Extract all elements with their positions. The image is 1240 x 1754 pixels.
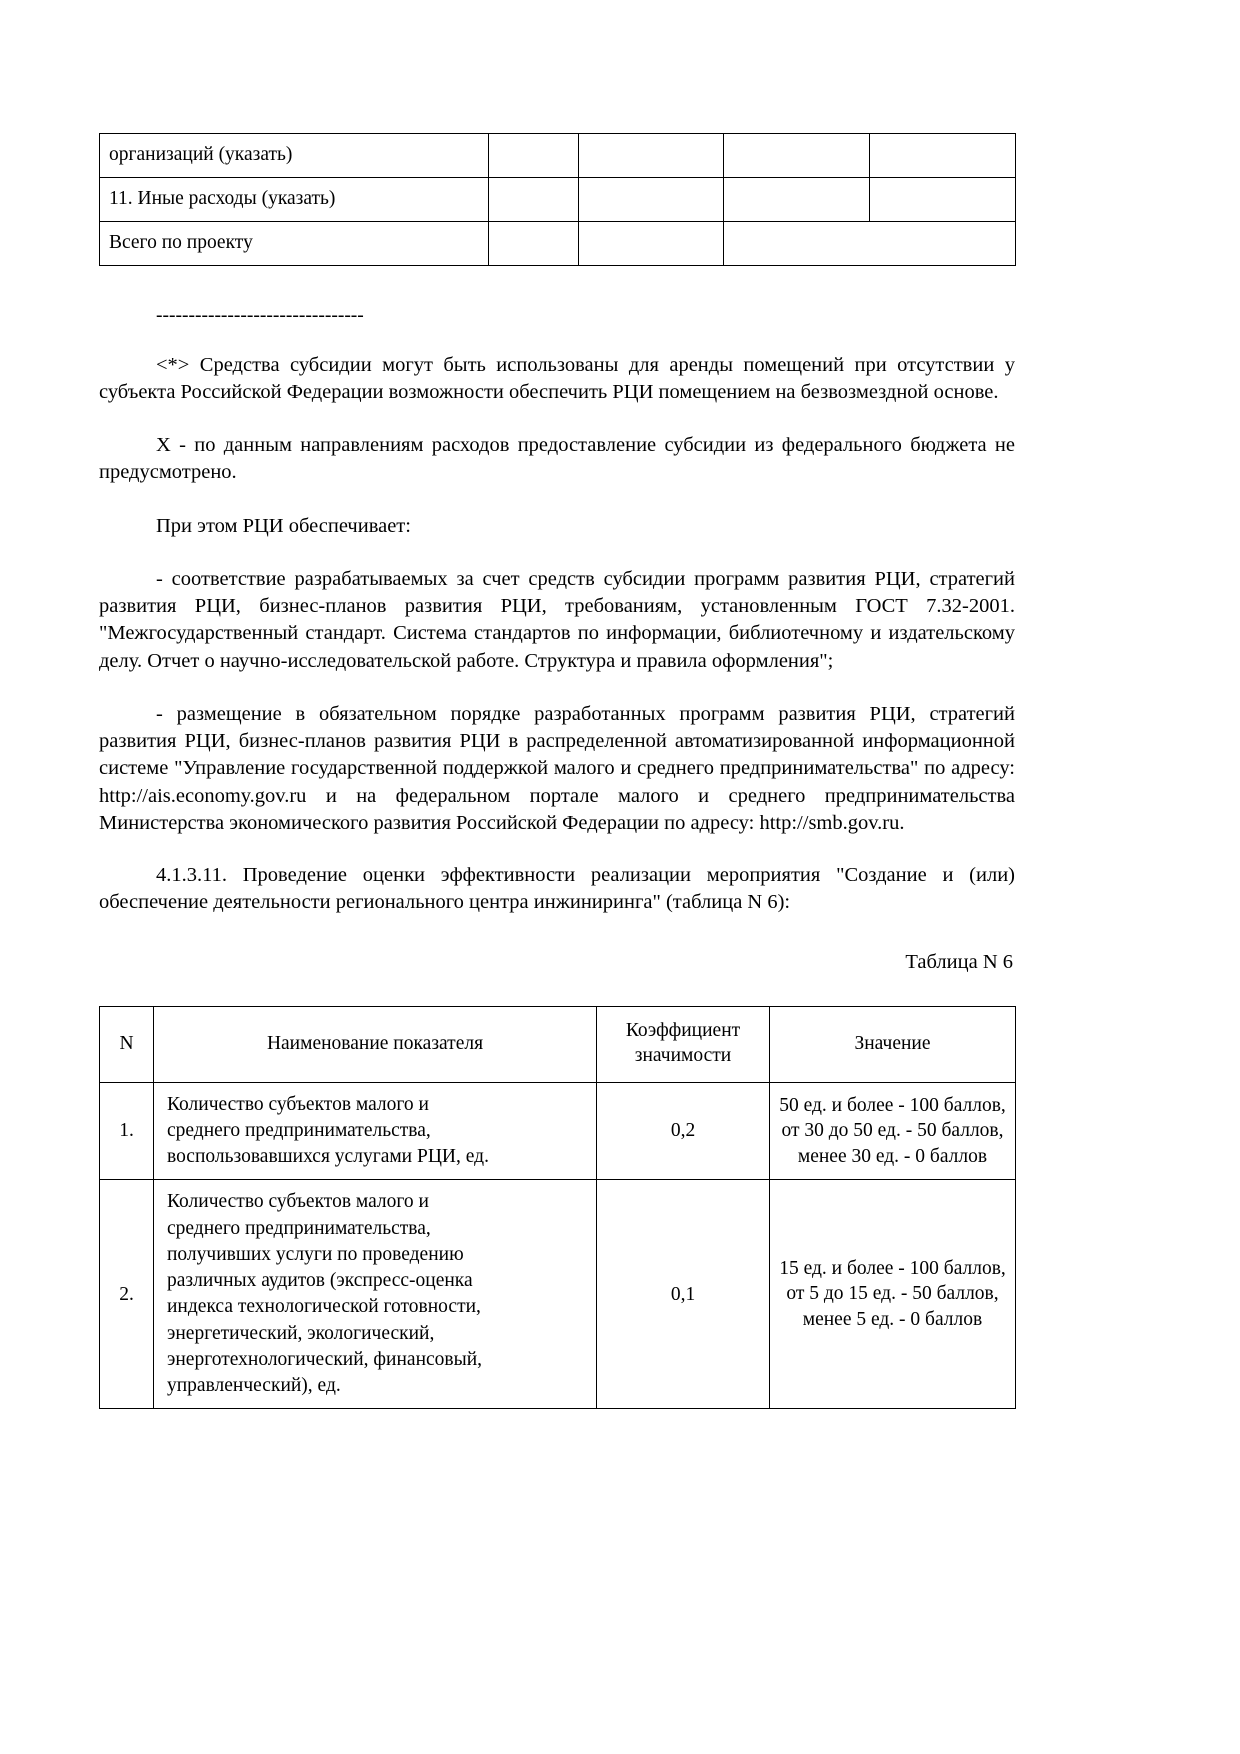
row-number: 1. — [100, 1082, 154, 1180]
indicator-name-line: различных аудитов (экспресс-оценка — [167, 1270, 473, 1292]
footnote-separator: -------------------------------- — [156, 305, 364, 326]
table-row — [100, 222, 1016, 266]
scoring-line: от 30 до 50 ед. - 50 баллов, — [781, 1120, 1004, 1142]
scoring-line: 15 ед. и более - 100 баллов, — [779, 1257, 1006, 1279]
indicator-name-line: воспользовавшихся услугами РЦИ, ед. — [167, 1146, 489, 1168]
indicator-name-line: индекса технологической готовности, — [167, 1296, 481, 1318]
expense-value-cell — [870, 178, 1016, 222]
page-content — [99, 0, 1015, 1409]
table6-caption: Таблица N 6 — [905, 950, 1013, 973]
expense-value-cell — [489, 222, 579, 266]
effectiveness-indicators-table — [99, 1006, 1016, 1409]
indicator-scoring — [770, 1082, 1016, 1180]
rci-provides-intro: При этом РЦИ обеспечивает: — [156, 514, 411, 537]
bullet-ais-placement: - размещение в обязательном порядке разработанных программ развития РЦИ, стратегий развития РЦИ, бизнес-планов развития РЦИ в распределенной автоматизированной информационной системе "Управление государственной поддержкой малого и среднего предпринимательства" по адресу: http://ais.economy.gov.ru и на федеральном портале малого и среднего предпринимательства Министерства экономического развития Российской Федерации по адресу: http://smb.gov.ru. — [99, 702, 1015, 834]
indicator-name — [154, 1180, 597, 1409]
indicator-name-line: энергетический, экологический, — [167, 1322, 435, 1344]
table-header-row — [100, 1007, 1016, 1083]
indicator-name-line: энерготехнологический, финансовый, — [167, 1348, 483, 1370]
expense-value-cell — [489, 178, 579, 222]
indicator-coefficient: 0,2 — [597, 1082, 770, 1180]
indicator-scoring — [770, 1180, 1016, 1409]
column-header-indicator-name: Наименование показателя — [154, 1007, 597, 1083]
expense-label-organizations: организаций (указать) — [100, 134, 489, 178]
expense-value-cell — [724, 178, 870, 222]
indicator-name-line: управленческий), ед. — [167, 1375, 341, 1397]
scoring-line: 50 ед. и более - 100 баллов, — [779, 1094, 1006, 1116]
footnote-x-paragraph: X - по данным направлениям расходов предоставление субсидии из федерального бюджета не предусмотрено. — [99, 434, 1015, 484]
expense-value-cell — [579, 134, 724, 178]
indicator-coefficient: 0,1 — [597, 1180, 770, 1409]
indicator-name — [154, 1082, 597, 1180]
expense-label-other: 11. Иные расходы (указать) — [100, 178, 489, 222]
bullet-gost-compliance: - соответствие разрабатываемых за счет средств субсидии программ развития РЦИ, стратегий развития РЦИ, бизнес-планов развития РЦИ, требованиям, установленным ГОСТ 7.32-2001. "Межгосударственный стандарт. Система стандартов по информации, библиотечному и издательскому делу. Отчет о научно-исследовательской работе. Структура и правила оформления"; — [99, 567, 1015, 672]
table-row — [100, 1082, 1016, 1180]
expense-value-cell — [724, 222, 870, 266]
indicator-name-line: Количество субъектов малого и — [167, 1191, 429, 1213]
expense-label-total: Всего по проекту — [100, 222, 489, 266]
column-header-value: Значение — [770, 1007, 1016, 1083]
expense-value-cell — [870, 134, 1016, 178]
scoring-line: от 5 до 15 ед. - 50 баллов, — [786, 1283, 999, 1305]
section-4-1-3-11: 4.1.3.11. Проведение оценки эффективности реализации мероприятия "Создание и (или) обеспечение деятельности регионального центра инжиниринга" (таблица N 6): — [99, 864, 1015, 914]
column-header-number: N — [100, 1007, 154, 1083]
expense-value-cell — [724, 134, 870, 178]
expense-value-cell — [489, 134, 579, 178]
indicator-name-line: среднего предпринимательства, — [167, 1120, 431, 1142]
coefficient-header-line1: Коэффициент — [625, 1020, 741, 1042]
table-row — [100, 178, 1016, 222]
indicator-name-line: Количество субъектов малого и — [167, 1093, 429, 1115]
table-row — [100, 134, 1016, 178]
expense-value-cell — [870, 222, 1016, 266]
expense-value-cell — [579, 178, 724, 222]
expense-value-cell — [579, 222, 724, 266]
coefficient-header-line2: значимости — [634, 1045, 732, 1067]
scoring-line: менее 30 ед. - 0 баллов — [797, 1146, 988, 1168]
indicator-name-line: среднего предпринимательства, — [167, 1217, 431, 1239]
scoring-line: менее 5 ед. - 0 баллов — [802, 1309, 983, 1331]
indicator-name-line: получивших услуги по проведению — [167, 1243, 464, 1265]
expenses-continued-table — [99, 133, 1016, 266]
row-number: 2. — [100, 1180, 154, 1409]
table-row — [100, 1180, 1016, 1409]
column-header-coefficient — [597, 1007, 770, 1083]
footnote-asterisk-paragraph: <*> Средства субсидии могут быть использованы для аренды помещений при отсутствии у субъекта Российской Федерации возможности обеспечить РЦИ помещением на безвозмездной основе. — [99, 353, 1015, 403]
